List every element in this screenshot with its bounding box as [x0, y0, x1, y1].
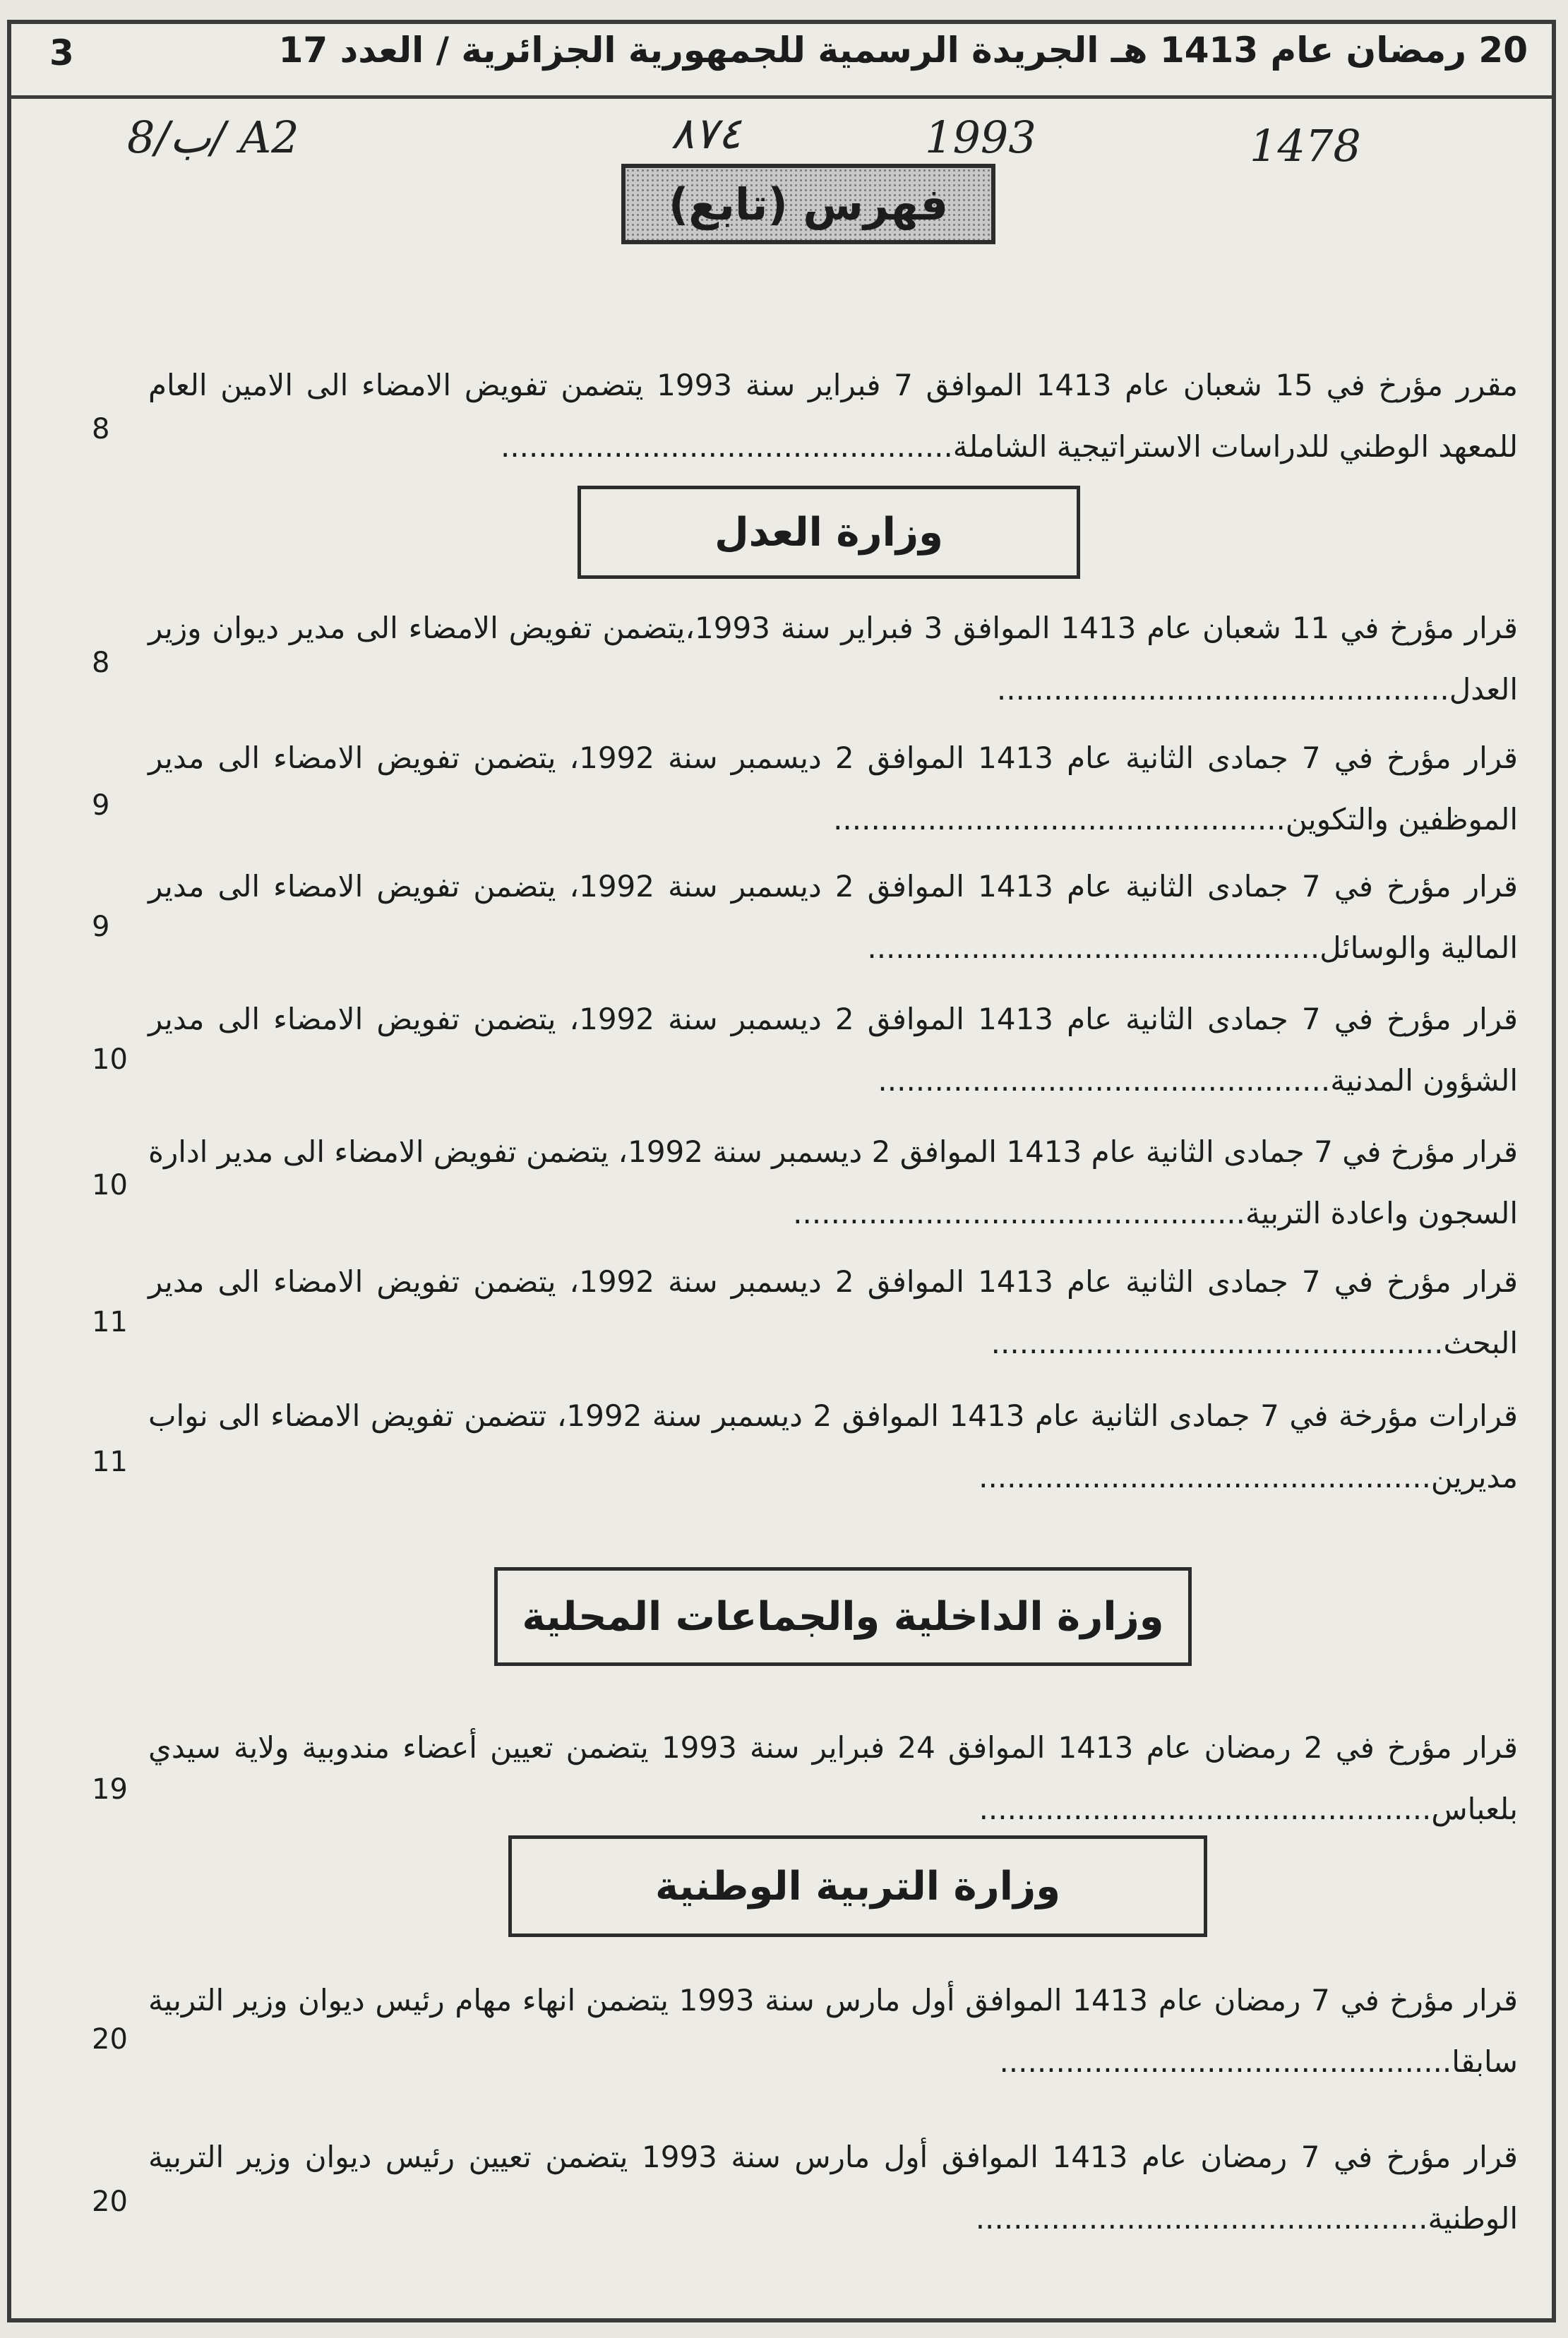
handwritten-note-left: 8/ب/ A2	[127, 112, 299, 163]
entry-page-number: 19	[92, 1773, 128, 1806]
entry-text: قرار مؤرخ في 7 رمضان عام 1413 الموافق أول مارس سنة 1993 يتضمن انهاء مهام رئيس ديوان وزير التربية سابقا	[148, 1983, 1518, 2079]
entry-page-number: 20	[92, 2186, 128, 2218]
index-entry	[148, 1970, 1518, 2092]
leader-dots: ................................................	[996, 672, 1449, 707]
handwritten-note-code: ٨٧٤	[671, 107, 741, 159]
entry-text: قرار مؤرخ في 7 جمادى الثانية عام 1413 الموافق 2 ديسمبر سنة 1992، يتضمن تفويض الامضاء الى مدير الموظفين والتكوين	[148, 741, 1518, 837]
index-entry	[148, 727, 1518, 850]
handwritten-note-right: 1478	[1250, 120, 1361, 172]
leader-dots: ................................................	[867, 930, 1320, 965]
entry-text: قرار مؤرخ في 7 جمادى الثانية عام 1413 الموافق 2 ديسمبر سنة 1992، يتضمن تفويض الامضاء الى مدير ادارة السجون واعادة التربية	[148, 1134, 1518, 1230]
section-box-justice	[577, 486, 1080, 579]
entry-text: قرار مؤرخ في 7 جمادى الثانية عام 1413 الموافق 2 ديسمبر سنة 1992، يتضمن تفويض الامضاء الى مدير البحث	[148, 1264, 1518, 1360]
leader-dots: ................................................	[975, 2201, 1428, 2236]
entry-page-number: 9	[92, 789, 110, 822]
entry-page-number: 8	[92, 647, 110, 679]
entry-page-number: 8	[92, 413, 110, 445]
leader-dots: ................................................	[978, 1792, 1432, 1826]
section-title-justice: وزارة العدل	[714, 509, 943, 556]
section-title-education: وزارة التربية الوطنية	[654, 1863, 1061, 1910]
entry-page-number: 11	[92, 1306, 128, 1338]
index-entry	[148, 1121, 1518, 1244]
entry-text: قرارات مؤرخة في 7 جمادى الثانية عام 1413 الموافق 2 ديسمبر سنة 1992، تتضمن تفويض الامضاء الى نواب مديرين	[148, 1398, 1519, 1494]
leader-dots: ................................................	[833, 802, 1286, 837]
leader-dots: ................................................	[999, 2044, 1452, 2079]
leader-dots: ................................................	[793, 1196, 1245, 1230]
leader-dots: ................................................	[991, 1326, 1444, 1360]
entry-text: قرار مؤرخ في 11 شعبان عام 1413 الموافق 3 فبراير سنة 1993،يتضمن تفويض الامضاء الى مدير ديوان وزير العدل	[148, 611, 1518, 707]
index-entry	[148, 856, 1518, 978]
section-box-education	[508, 1835, 1207, 1937]
entry-page-number: 9	[92, 911, 110, 943]
index-entry	[148, 1717, 1518, 1840]
entry-text: قرار مؤرخ في 7 جمادى الثانية عام 1413 الموافق 2 ديسمبر سنة 1992، يتضمن تفويض الامضاء الى مدير المالية والوسائل	[148, 869, 1518, 965]
index-entry	[148, 1385, 1518, 1508]
leader-dots: ................................................	[978, 1460, 1431, 1494]
index-title-box	[621, 164, 995, 244]
section-box-interior	[494, 1567, 1192, 1666]
page-number: 3	[49, 32, 74, 73]
entry-page-number: 10	[92, 1043, 128, 1076]
entry-text: قرار مؤرخ في 2 رمضان عام 1413 الموافق 24 فبراير سنة 1993 يتضمن تعيين أعضاء مندوبية ولاية سيدي بلعباس	[148, 1730, 1519, 1826]
index-entry	[148, 597, 1518, 720]
entry-page-number: 20	[92, 2023, 128, 2056]
section-title-interior: وزارة الداخلية والجماعات المحلية	[522, 1593, 1164, 1640]
index-entry	[148, 988, 1518, 1111]
index-entry	[148, 2126, 1518, 2249]
entry-text: قرار مؤرخ في 7 جمادى الثانية عام 1413 الموافق 2 ديسمبر سنة 1992، يتضمن تفويض الامضاء الى مدير الشؤون المدنية	[148, 1002, 1518, 1098]
leader-dots: ................................................	[500, 429, 953, 464]
handwritten-note-year: 1993	[925, 112, 1036, 163]
entry-page-number: 11	[92, 1446, 128, 1478]
entry-text: مقرر مؤرخ في 15 شعبان عام 1413 الموافق 7 فبراير سنة 1993 يتضمن تفويض الامضاء الى الامين العام للمعهد الوطني للدراسات الاستراتيجية الشاملة	[148, 368, 1518, 464]
page-header	[7, 20, 1556, 99]
entry-page-number: 10	[92, 1169, 128, 1201]
index-entry	[148, 354, 1518, 477]
index-entry	[148, 1251, 1518, 1374]
gazette-header-title: 20 رمضان عام 1413 هـ الجريدة الرسمية للجمهورية الجزائرية / العدد 17	[278, 30, 1528, 71]
leader-dots: ................................................	[878, 1063, 1331, 1098]
index-title: فهرس (تابع)	[668, 178, 949, 230]
entry-text: قرار مؤرخ في 7 رمضان عام 1413 الموافق أول مارس سنة 1993 يتضمن تعيين رئيس ديوان وزير التربية الوطنية	[148, 2140, 1519, 2236]
